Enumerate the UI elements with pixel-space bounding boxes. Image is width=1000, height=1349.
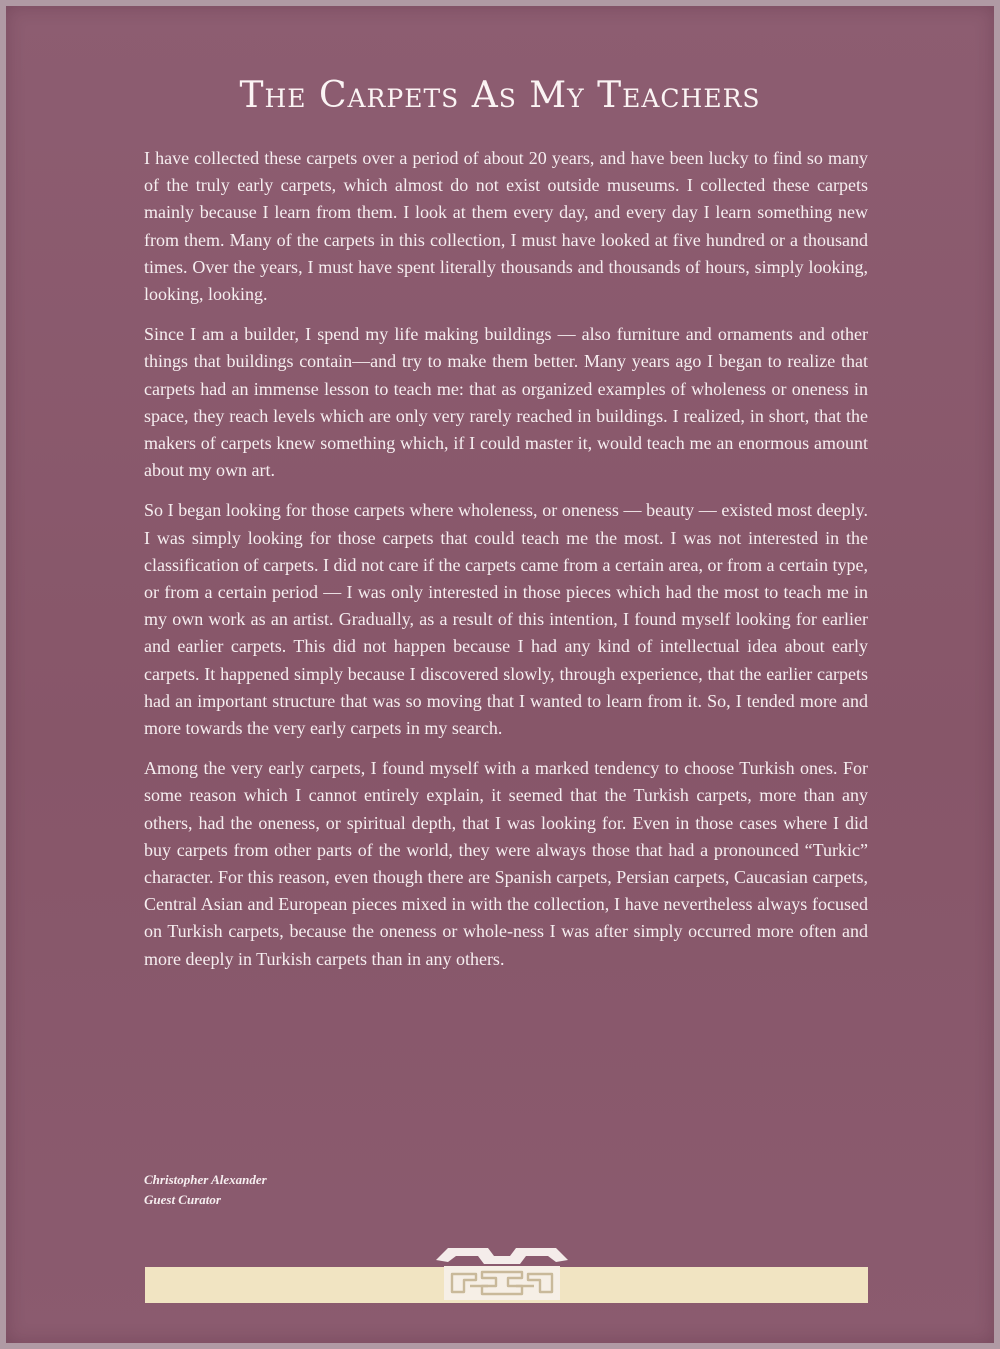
paragraph-4: Among the very early carpets, I found myself with a marked tendency to choose Turkish ones. For some reason which I cannot entirely explain, it seemed that the Turkish carpets, more than any others, had the oneness, or spiritual depth, that I was looking for. Even in those cases where I did buy carpets from other parts of the world, they were always those that had a pronounced “Turkic” character. For this reason, even though there are Spanish carpets, Persian carpets, Caucasian carpets, Central Asian and European pieces mixed in with the collection, I have nevertheless always focused on Turkish carpets, because the oneness or whole-ness I was after simply occurred more often and more deeply in Turkish carpets than in any others. xyxy=(144,758,868,969)
turkic-knot-motif-icon xyxy=(430,1230,574,1302)
paragraph-2: Since I am a builder, I spend my life making buildings — also furniture and ornaments and other things that buildings contain—and try to make them better. Many years ago I began to realize that carpets had an immense lesson to teach me: that as organized examples of wholeness or oneness in space, they reach levels which are only very rarely reached in buildings. I realized, in short, that the makers of carpets knew something which, if I could master it, would teach me an enormous amount about my own art. xyxy=(144,324,868,481)
signature-block xyxy=(144,1170,267,1210)
signature-name: Christopher Alexander xyxy=(144,1172,267,1187)
paragraph-1: I have collected these carpets over a period of about 20 years, and have been lucky to find so many of the truly early carpets, which almost do not exist outside museums. I collected these carpets mainly because I learn from them. I look at them every day, and every day I learn something new from them. Many of the carpets in this collection, I must have looked at five hundred or a thousand times. Over the years, I must have spent literally thousands and thousands of hours, simply looking, looking, looking. xyxy=(144,148,868,305)
page-title: The Carpets As My Teachers xyxy=(239,75,761,116)
signature-role: Guest Curator xyxy=(144,1192,221,1207)
paragraph-3: So I began looking for those carpets where wholeness, or oneness — beauty — existed most deeply. I was simply looking for those carpets that could teach me the most. I was not interested in the classification of carpets. I did not care if the carpets came from a certain area, or from a certain type, or from a certain period — I was only interested in those pieces which had the most to teach me in my own work as an artist. Gradually, as a result of this intention, I found myself looking for earlier and earlier carpets. This did not happen because I had any kind of intellectual idea about early carpets. It happened simply because I discovered slowly, through experience, that the earlier carpets had an important structure that was so moving that I wanted to learn from it. So, I tended more and more towards the very early carpets in my search. xyxy=(144,500,868,739)
body-text xyxy=(144,145,868,986)
